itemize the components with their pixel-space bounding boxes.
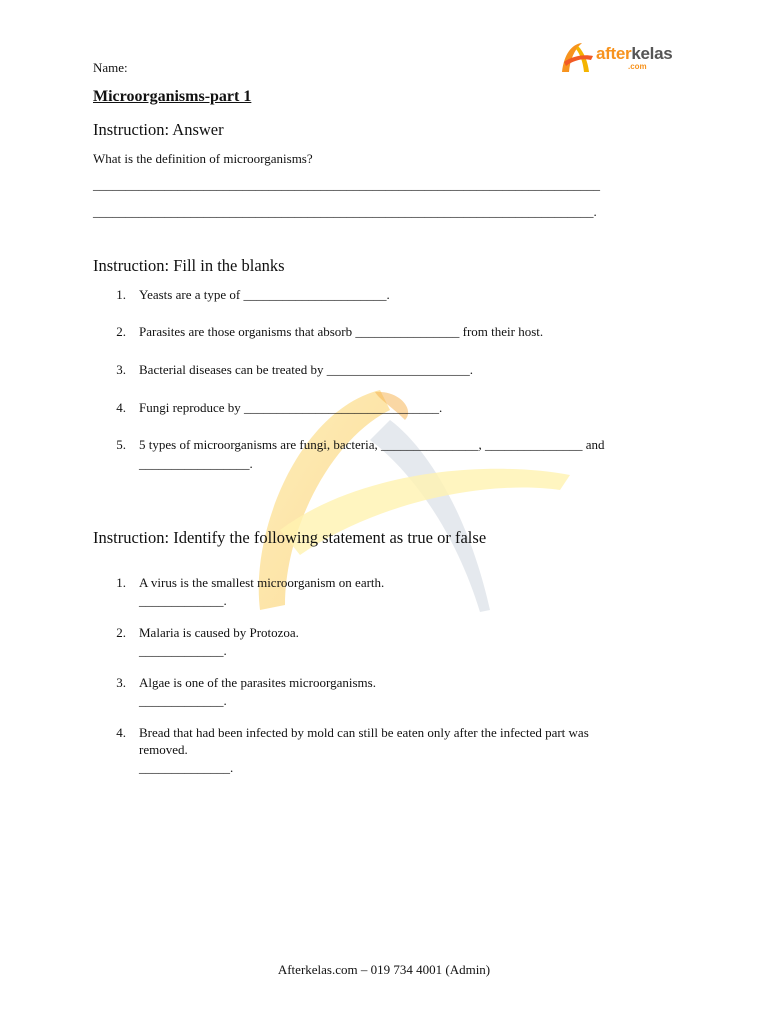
tf-item-blank[interactable]: _____________. (139, 593, 227, 608)
fill-item-number: 3. (116, 362, 126, 377)
tf-item-blank[interactable]: _____________. (139, 693, 227, 708)
logo-brand-b: kelas (631, 44, 673, 63)
fill-item-text[interactable]: Bacterial diseases can be treated by ______________________. (139, 362, 473, 377)
logo-suffix: .com (628, 62, 647, 71)
tf-item-number: 3. (116, 675, 126, 690)
fill-item-number: 4. (116, 400, 126, 415)
fill-item-text[interactable]: Parasites are those organisms that absorb ________________ from their host. (139, 324, 544, 339)
name-label: Name: (93, 60, 128, 75)
footer-contact: Afterkelas.com – 019 734 4001 (Admin) (277, 962, 491, 977)
tf-item-statement: A virus is the smallest microorganism on earth. (139, 575, 385, 590)
tf-item-number: 2. (116, 625, 126, 640)
afterkelas-logo (558, 40, 678, 74)
tf-item-statement: Malaria is caused by Protozoa. (139, 625, 299, 640)
tf-item-number: 1. (116, 575, 126, 590)
tf-item-statement-continued: removed. (139, 742, 188, 757)
tf-item-statement: Bread that had been infected by mold can still be eaten only after the infected part was (139, 725, 589, 740)
tf-item-blank[interactable]: ______________. (139, 760, 234, 775)
instruction-answer: Instruction: Answer (93, 120, 224, 139)
answer-line-2[interactable]: _____________________________________________________________________________. (93, 204, 597, 219)
definition-question: What is the definition of microorganisms? (93, 151, 313, 166)
instruction-fill-blanks: Instruction: Fill in the blanks (93, 256, 285, 275)
fill-item-number: 5. (116, 437, 126, 452)
fill-item-text[interactable]: 5 types of microorganisms are fungi, bacteria, _______________, _______________ and (139, 437, 605, 452)
fill-item-text-continued[interactable]: _________________. (139, 456, 253, 471)
fill-item-number: 1. (116, 287, 126, 302)
tf-item-statement: Algae is one of the parasites microorganisms. (139, 675, 376, 690)
tf-item-number: 4. (116, 725, 126, 740)
page-title: Microorganisms-part 1 (93, 88, 252, 105)
instruction-true-false: Instruction: Identify the following statement as true or false (93, 528, 487, 547)
fill-item-text[interactable]: Fungi reproduce by ______________________________. (139, 400, 443, 415)
afterkelas-logo-icon (558, 40, 594, 74)
fill-item-text[interactable]: Yeasts are a type of ______________________. (139, 287, 390, 302)
tf-item-blank[interactable]: _____________. (139, 643, 227, 658)
answer-line-1[interactable]: ______________________________________________________________________________ (93, 177, 600, 192)
logo-brand-a: after (596, 44, 632, 63)
fill-item-number: 2. (116, 324, 126, 339)
